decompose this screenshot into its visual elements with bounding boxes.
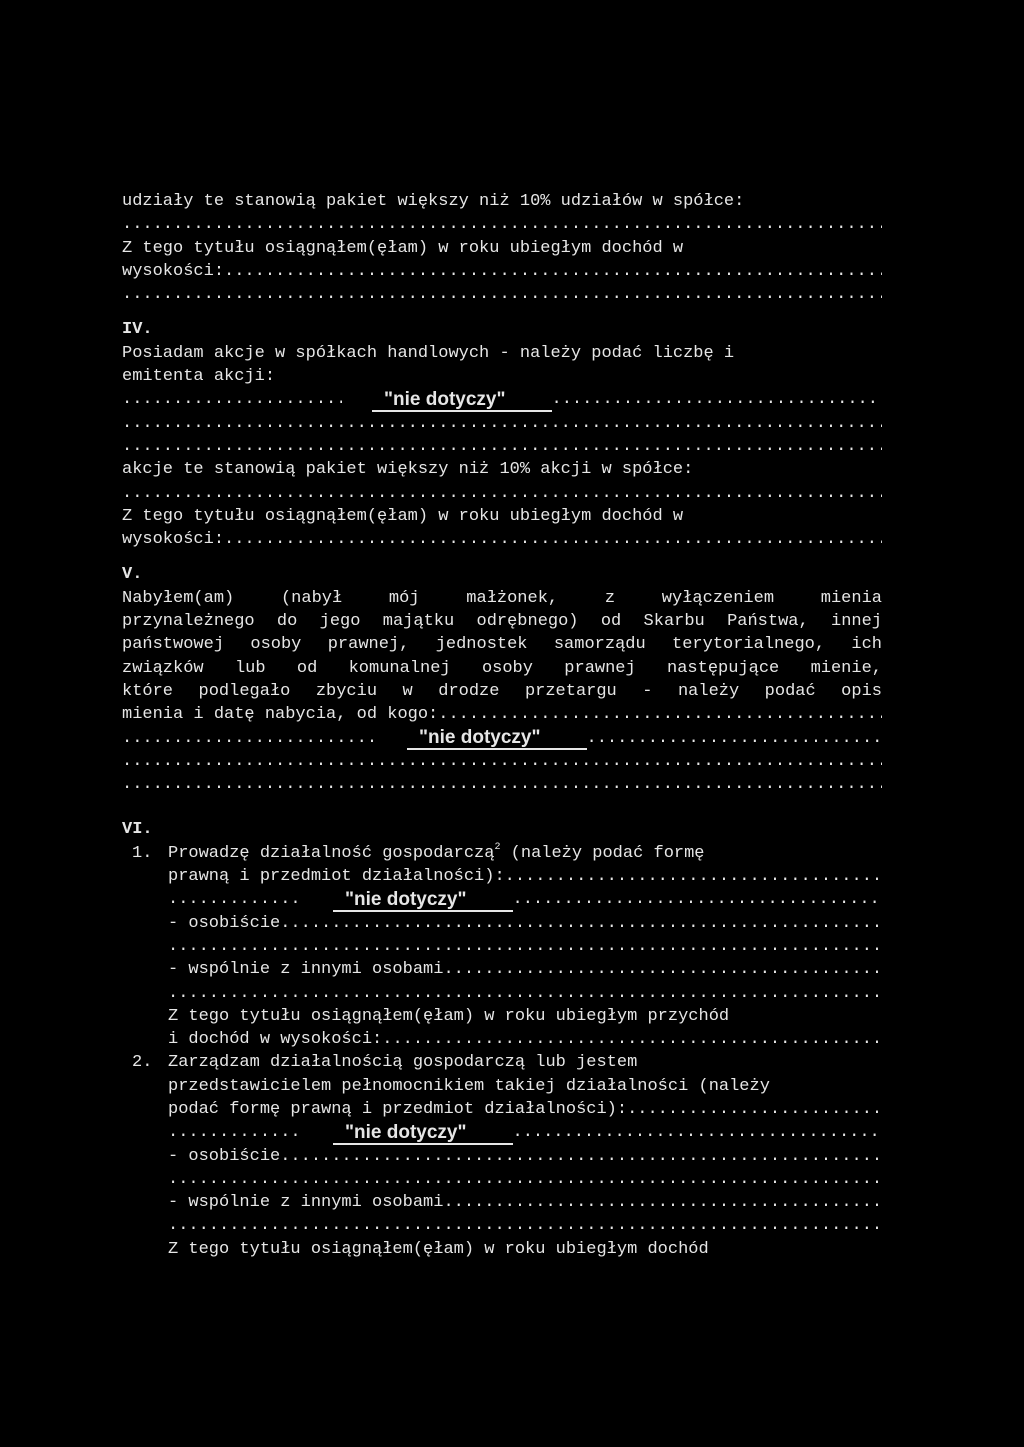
- item-2-text: [122, 1098, 882, 1121]
- dotted-line: [122, 773, 882, 796]
- item-2-line-3: podać formę prawną i przedmiot działalności):: [168, 1099, 628, 1119]
- item-2-text: przedstawicielem pełnomocnikiem takiej działalności (należy: [168, 1076, 770, 1096]
- section-iv-heading: IV.: [122, 320, 153, 340]
- personally-label: - osobiście: [168, 1146, 281, 1166]
- income-line: Z tego tytułu osiągnąłem(ęłam) w roku ubiegłym przychód: [168, 1006, 730, 1026]
- amount-line: [122, 528, 882, 551]
- section-v-text: przynależnego do jego majątku odrębnego) od Skarbu Państwa, innej: [122, 612, 882, 632]
- shares-percent-line: akcje te stanowią pakiet większy niż 10% akcji w spółce:: [122, 460, 694, 480]
- amount-label: wysokości:: [122, 530, 225, 550]
- amount-label: wysokości:: [122, 261, 225, 281]
- personally-line: [122, 912, 882, 935]
- dotted-line: [122, 1214, 882, 1237]
- declaration-page: [122, 190, 882, 1261]
- item-2-text: Zarządzam działalnością gospodarczą lub jestem: [168, 1053, 638, 1073]
- income-line: Z tego tytułu osiągnąłem(ęłam) w roku ubiegłym dochód w: [122, 238, 684, 258]
- not-applicable-stamp: "nie dotyczy": [407, 728, 587, 750]
- amount-line: [122, 260, 882, 283]
- section-iv-text: emitenta akcji:: [122, 367, 276, 387]
- section-v-heading: V.: [122, 565, 143, 585]
- not-applicable-stamp-line: [122, 388, 882, 411]
- amount-label: i dochód w wysokości:: [168, 1030, 383, 1050]
- dotted-line: [122, 750, 882, 773]
- item-2-number: 2.: [132, 1053, 153, 1073]
- section-v-text: które podlegało zbyciu w drodze przetargu - należy podać opis: [122, 681, 882, 701]
- amount-line: [122, 1028, 882, 1051]
- item-1-text-b: (należy podać formę: [500, 843, 705, 863]
- footnote-ref: 2: [494, 841, 501, 853]
- personally-line: [122, 1145, 882, 1168]
- item-1-text: [122, 865, 882, 888]
- dotted-line: [122, 982, 882, 1005]
- dotted-line: [122, 1168, 882, 1191]
- section-iv-text: Posiadam akcje w spółkach handlowych - należy podać liczbę i: [122, 343, 735, 363]
- jointly-line: [122, 1191, 882, 1214]
- item-1-number: 1.: [132, 843, 153, 863]
- section-vi-heading: VI.: [122, 820, 153, 840]
- not-applicable-stamp-line: [122, 888, 882, 911]
- not-applicable-stamp: "nie dotyczy": [333, 890, 513, 912]
- dotted-line: [122, 935, 882, 958]
- dotted-line: [122, 482, 882, 505]
- section-v-text: Nabyłem(am) (nabył mój małżonek, z wyłączeniem mienia: [122, 588, 882, 608]
- section-v-text: państwowej osoby prawnej, jednostek samorządu terytorialnego, ich: [122, 635, 882, 655]
- shares-percent-line: udziały te stanowią pakiet większy niż 10% udziałów w spółce:: [122, 192, 745, 211]
- section-v-last-line: mienia i datę nabycia, od kogo:: [122, 705, 439, 725]
- dotted-line: [122, 435, 882, 458]
- not-applicable-stamp-line: [122, 1121, 882, 1144]
- not-applicable-stamp: "nie dotyczy": [372, 390, 552, 412]
- section-v-text: [122, 703, 882, 726]
- jointly-label: - wspólnie z innymi osobami: [168, 960, 444, 980]
- jointly-line: [122, 958, 882, 981]
- jointly-label: - wspólnie z innymi osobami: [168, 1193, 444, 1213]
- dotted-line: [122, 412, 882, 435]
- income-line: Z tego tytułu osiągnąłem(ęłam) w roku ubiegłym dochód: [168, 1239, 709, 1259]
- personally-label: - osobiście: [168, 913, 281, 933]
- income-line: Z tego tytułu osiągnąłem(ęłam) w roku ubiegłym dochód w: [122, 506, 684, 526]
- section-v-text: związków lub od komunalnej osoby prawnej następujące mienie,: [122, 658, 882, 678]
- dotted-line: [122, 283, 882, 306]
- not-applicable-stamp: "nie dotyczy": [333, 1123, 513, 1145]
- not-applicable-stamp-line: [122, 727, 882, 750]
- dotted-line: [122, 213, 882, 236]
- item-1-line-2: prawną i przedmiot działalności):: [168, 867, 505, 887]
- item-1-text-a: Prowadzę działalność gospodarczą: [168, 843, 495, 863]
- item-1-text: [122, 842, 882, 865]
